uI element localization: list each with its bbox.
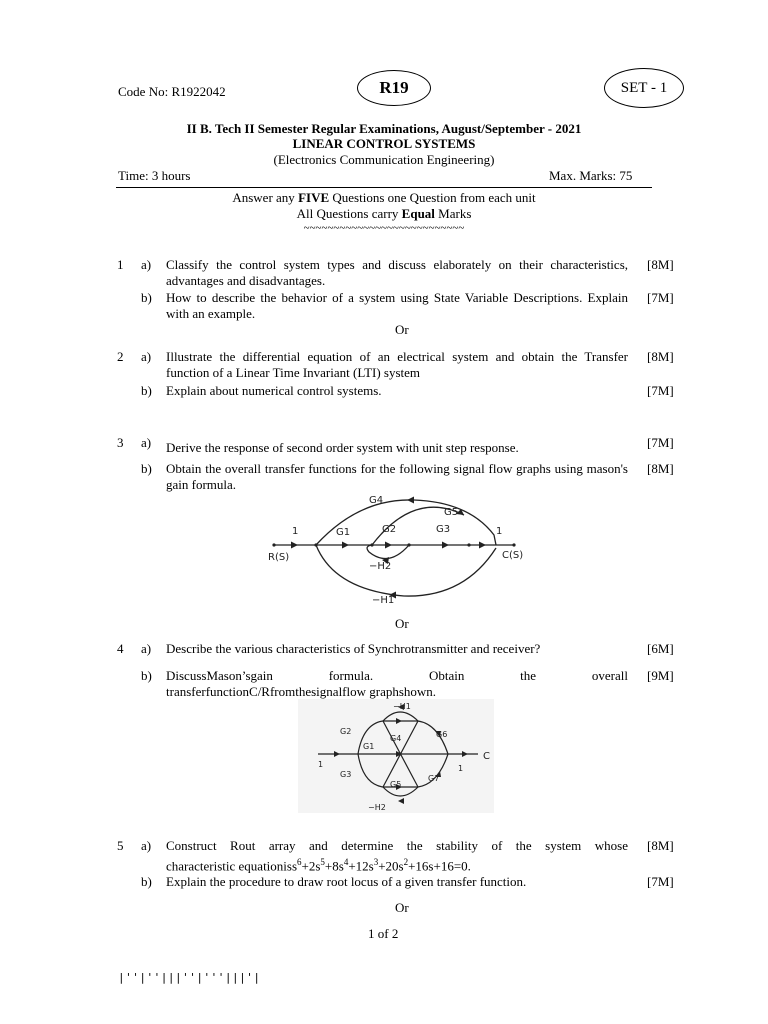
- marks: [8M]: [647, 838, 674, 853]
- marks: [7M]: [647, 383, 674, 398]
- marks: [7M]: [647, 435, 674, 450]
- gain-label: G1: [336, 527, 351, 538]
- set-label: SET - 1: [620, 80, 668, 96]
- signal-flow-graph-1: [264, 490, 536, 608]
- characteristic-equation: characteristic $equationiss^6+2s^5+8s^4+12s^3+20s^2+16s+16=0$.: [166, 857, 471, 874]
- gain-label: G3: [340, 770, 352, 779]
- gain-label: −H1: [372, 595, 395, 606]
- question-text-line: Construct Rout array and determine the stability of the system whose: [166, 838, 628, 853]
- gain-label: G1: [363, 742, 375, 751]
- question-text: Describe the various characteristics of Synchrotransmitter and receiver?: [166, 641, 541, 656]
- output-node-label: C(S): [502, 550, 524, 561]
- regulation-code: R19: [379, 78, 409, 97]
- input-node-label: R(S): [268, 552, 290, 563]
- gain-label: G5: [390, 780, 402, 789]
- marks: [8M]: [647, 461, 674, 476]
- part-label: a): [141, 349, 152, 364]
- instructions-line-2: All Questions carry Equal Marks: [296, 206, 472, 221]
- question-text: Obtain the overall transfer functions for the following signal flow graphs using mason's gain formula.: [166, 461, 628, 492]
- exam-title: II B. Tech II Semester Regular Examinations, August/September - 2021: [186, 121, 582, 136]
- or-separator: Or: [395, 900, 409, 915]
- marks: [6M]: [647, 641, 674, 656]
- gain-label: 1: [318, 760, 324, 769]
- tilde-divider: ~~~~~~~~~~~~~~~~~~~~~~~~~~~: [303, 222, 465, 234]
- part-label: b): [141, 290, 152, 305]
- gain-label: G4: [390, 734, 402, 743]
- regulation-badge: [357, 70, 431, 106]
- marks: [8M]: [647, 257, 674, 272]
- course-title: LINEAR CONTROL SYSTEMS: [292, 136, 476, 151]
- gain-label: 1: [292, 526, 299, 537]
- question-text: Explain about numerical control systems.: [166, 383, 382, 398]
- gain-label: −H1: [393, 702, 411, 711]
- output-node-label: C: [483, 751, 490, 762]
- branch-name: (Electronics Communication Engineering): [273, 152, 495, 167]
- marks: [9M]: [647, 668, 674, 683]
- header-rule: [116, 187, 652, 188]
- part-label: a): [141, 641, 152, 656]
- gain-label: G7: [428, 774, 440, 783]
- code-number: Code No: R1922042: [118, 84, 226, 99]
- part-label: a): [141, 838, 152, 853]
- page-number: 1 of 2: [368, 926, 399, 941]
- gain-label: −H2: [368, 803, 386, 812]
- or-separator: Or: [395, 616, 409, 631]
- question-text: Derive the response of second order system with unit step response.: [166, 440, 519, 455]
- question-number: 2: [117, 349, 124, 364]
- question-number: 5: [117, 838, 124, 853]
- question-text: Classify the control system types and discuss elaborately on their characteristics, advantages and disadvantages.: [166, 257, 628, 288]
- part-label: b): [141, 874, 152, 889]
- gain-label: 1: [458, 764, 464, 773]
- question-number: 4: [117, 641, 124, 656]
- question-text: Illustrate the differential equation of an electrical system and obtain the Transfer function of a Linear Time Invariant (LTI) system: [166, 349, 628, 380]
- question-number: 3: [117, 435, 124, 450]
- part-label: b): [141, 383, 152, 398]
- marks: [7M]: [647, 290, 674, 305]
- or-separator: Or: [395, 322, 409, 337]
- part-label: a): [141, 257, 152, 272]
- gain-label: 1: [496, 526, 503, 537]
- part-label: a): [141, 435, 152, 450]
- max-marks: Max. Marks: 75: [549, 168, 633, 183]
- gain-label: G6: [436, 730, 448, 739]
- signal-flow-graph-2: [298, 699, 494, 813]
- exam-duration: Time: 3 hours: [118, 168, 191, 183]
- instructions-line-1: Answer any FIVE Questions one Question from each unit: [232, 190, 536, 205]
- gain-label: G2: [382, 524, 397, 535]
- part-label: b): [141, 668, 152, 683]
- question-text: How to describe the behavior of a system using State Variable Descriptions. Explain with an example.: [166, 290, 628, 321]
- gain-label: G2: [340, 727, 352, 736]
- marks: [7M]: [647, 874, 674, 889]
- marks: [8M]: [647, 349, 674, 364]
- gain-label: G3: [436, 524, 451, 535]
- gain-label: G4: [369, 495, 384, 506]
- question-text-line: DiscussMason’sgain formula. Obtain the overall: [166, 668, 628, 683]
- question-text-line: transferfunctionC/Rfromthesignalflow graphshown.: [166, 684, 437, 699]
- part-label: b): [141, 461, 152, 476]
- gain-label: −H2: [369, 561, 392, 572]
- question-text: Explain the procedure to draw root locus of a given transfer function.: [166, 874, 527, 889]
- question-number: 1: [117, 257, 124, 272]
- barcode-text: |''|''|||''|'''|||'|: [118, 971, 261, 984]
- set-badge: [604, 68, 684, 108]
- gain-label: G5: [444, 507, 459, 518]
